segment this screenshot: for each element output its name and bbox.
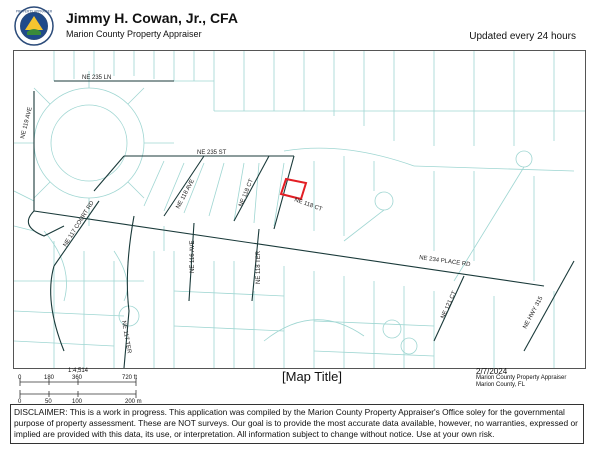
road-label: NE 235 LN (82, 75, 112, 81)
road-label: NE 234 PLACE RD (418, 255, 471, 269)
map-title: [Map Title] (282, 369, 342, 384)
date-block-line: Marion County, FL (476, 382, 525, 388)
scale-tick-label: 360 (72, 375, 83, 381)
page-subtitle: Marion County Property Appraiser (66, 29, 202, 39)
scale-tick-label: 0 (18, 399, 22, 405)
road-label: NE 119 AVE (20, 106, 34, 140)
scale-tick-label: 50 (45, 399, 52, 405)
date-block-line: Marion County Property Appraiser (476, 375, 567, 381)
scale-ratio: 1:4,514 (68, 368, 89, 374)
road-label: NE 118 TER (256, 250, 262, 284)
road-label: NE 235 ST (197, 150, 227, 156)
map-date: 2/7/2024 (476, 367, 508, 376)
road-label: NE 121 CT (440, 290, 458, 320)
scale-bar (12, 368, 172, 404)
county-seal-icon (14, 6, 54, 46)
scale-tick-label: 100 (72, 399, 83, 405)
scale-bar-graphic (12, 374, 172, 404)
scale-tick-label: 180 (44, 375, 55, 381)
road-label: NE 118 AVE (175, 178, 197, 210)
road-labels (20, 75, 545, 355)
disclaimer: DISCLAIMER: This is a work in progress. This application was compiled by the Marion County Property Appraiser's Office soley for the governmental purpose of property assessment. These are NOT surveys. Our goal is to provide the most accurate data available, however, no warranties, expressed or implied are provided with this data, its use, or interpretation. All information subject to change without notice. Use at your own risk. (10, 404, 584, 444)
scale-tick-label: 720 ft (122, 375, 138, 381)
road-label: NE 117 COURT RD (62, 200, 96, 249)
update-note: Updated every 24 hours (469, 31, 576, 42)
page-title: Jimmy H. Cowan, Jr., CFA (66, 10, 238, 26)
parcel-map[interactable] (14, 51, 585, 368)
road-label: NE 118 CT (293, 197, 323, 213)
road-label: NE HWY 315 (522, 295, 545, 330)
parcel-lines (14, 51, 585, 368)
road-lines (28, 81, 574, 368)
road-label: NE 116 AVE (190, 240, 196, 273)
svg-text:PROPERTY APPRAISER: PROPERTY APPRAISER (15, 9, 53, 14)
scale-tick-label: 200 m (125, 399, 142, 405)
app-header (0, 0, 600, 50)
scale-tick-label: 0 (18, 375, 22, 381)
map-canvas[interactable] (13, 50, 586, 369)
date-block (476, 368, 566, 389)
road-label: NE 117 TER (120, 320, 132, 354)
road-label: NE 118 CT (238, 178, 255, 208)
